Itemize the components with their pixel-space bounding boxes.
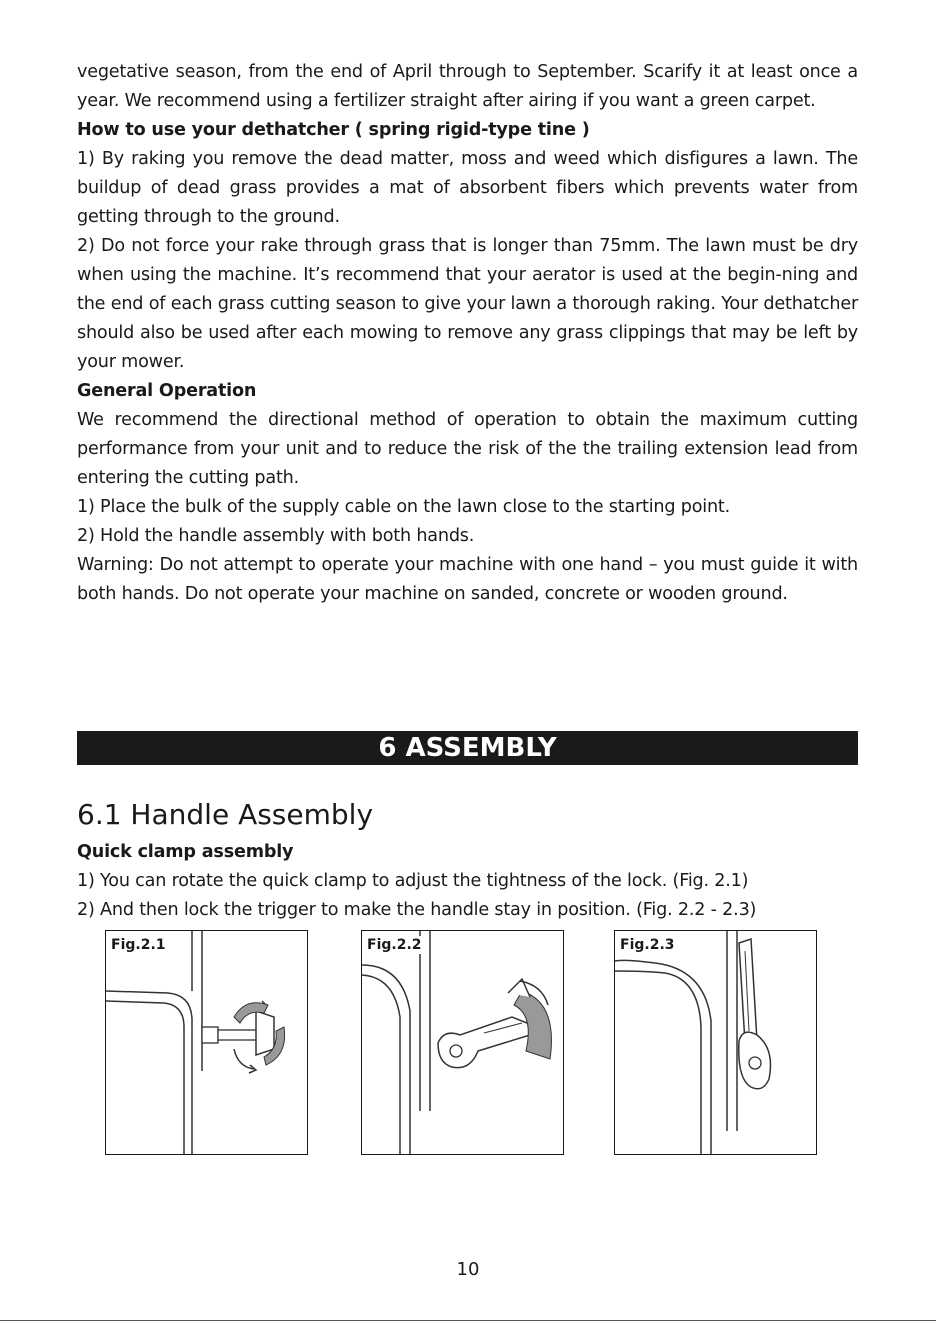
bottom-rule <box>0 1320 936 1321</box>
page-body <box>77 58 858 609</box>
page-number: 10 <box>456 1259 480 1280</box>
intro-paragraph: vegetative season, from the end of April through to September. Scarify it at least once a year. We recommend using a fertilizer straight after airing if you want a green carpet. <box>77 62 858 111</box>
figure-2-2 <box>361 930 564 1155</box>
general-operation-paragraph: We recommend the directional method of operation to obtain the maximum cutting performance from your unit and to reduce the risk of the the trailing extension lead from entering the cutting path. <box>77 410 858 488</box>
quick-clamp-block <box>77 838 858 925</box>
quick-clamp-heading: Quick clamp assembly <box>77 842 294 862</box>
general-operation-heading: General Operation <box>77 381 257 401</box>
figure-2-1-label: Fig.2.1 <box>111 937 166 953</box>
figure-2-1-illustration <box>106 931 307 1154</box>
general-step-1: 1) Place the bulk of the supply cable on the lawn close to the starting point. <box>77 497 731 517</box>
section-title-bar: 6 ASSEMBLY <box>77 731 858 765</box>
subsection-title: 6.1 Handle Assembly <box>77 798 374 831</box>
figure-2-3-label: Fig.2.3 <box>620 937 675 953</box>
dethatcher-paragraph-2: 2) Do not force your rake through grass that is longer than 75mm. The lawn must be dry when using the machine. It’s recommend that your aerator is used at the begin-ning and the end of each grass cutting season to give your lawn a thorough raking. Your dethatcher should also be used after each mowing to remove any grass clippings that may be left by your mower. <box>77 236 858 372</box>
figure-2-3 <box>614 930 817 1155</box>
general-step-2: 2) Hold the handle assembly with both hands. <box>77 526 475 546</box>
figure-2-3-illustration <box>615 931 816 1154</box>
warning-paragraph: Warning: Do not attempt to operate your machine with one hand – you must guide it with both hands. Do not operate your machine on sanded, concrete or wooden ground. <box>77 555 858 604</box>
dethatcher-heading: How to use your dethatcher ( spring rigid-type tine ) <box>77 120 590 140</box>
figure-2-1 <box>105 930 308 1155</box>
dethatcher-paragraph-1: 1) By raking you remove the dead matter, moss and weed which disfigures a lawn. The buildup of dead grass provides a mat of absorbent fibers which prevents water from getting through to the ground. <box>77 149 858 227</box>
quick-clamp-step-1: 1) You can rotate the quick clamp to adjust the tightness of the lock. (Fig. 2.1) <box>77 871 749 891</box>
figure-2-2-label: Fig.2.2 <box>367 937 422 953</box>
figure-2-2-illustration <box>362 931 563 1154</box>
quick-clamp-step-2: 2) And then lock the trigger to make the handle stay in position. (Fig. 2.2 - 2.3) <box>77 900 757 920</box>
